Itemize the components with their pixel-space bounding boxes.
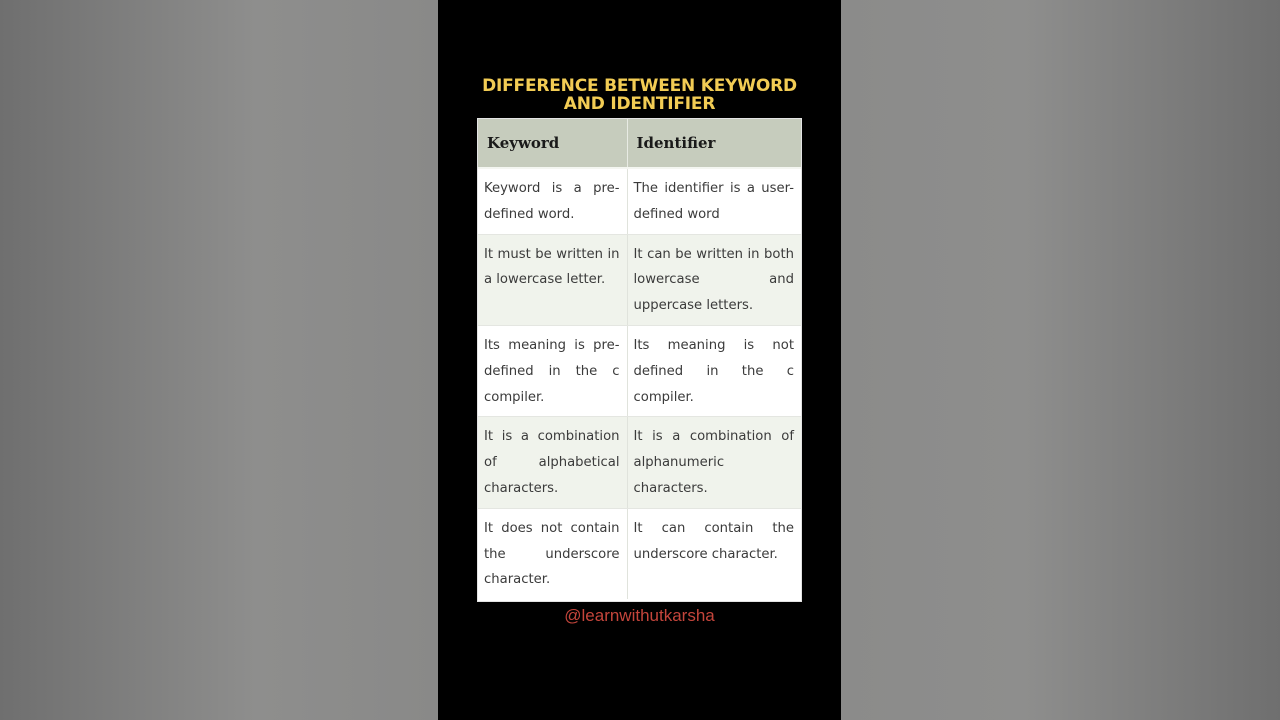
- keyword-cell: Keyword is a pre-defined word.: [478, 168, 627, 234]
- identifier-cell: Its meaning is not defined in the c compiler.: [627, 325, 801, 416]
- keyword-cell: It must be written in a lowercase letter.: [478, 234, 627, 325]
- table-row: [478, 417, 801, 508]
- table-row: [478, 508, 801, 599]
- keyword-cell: It is a combination of alphabetical characters.: [478, 417, 627, 508]
- content-panel: [438, 0, 841, 720]
- title-line-1: DIFFERENCE BETWEEN KEYWORD: [482, 76, 797, 96]
- page-title: [438, 77, 841, 113]
- identifier-cell: It can be written in both lowercase and uppercase letters.: [627, 234, 801, 325]
- identifier-cell: It can contain the underscore character.: [627, 508, 801, 599]
- identifier-cell: The identifier is a user-defined word: [627, 168, 801, 234]
- header-keyword: Keyword: [478, 119, 627, 168]
- keyword-cell: It does not contain the underscore character.: [478, 508, 627, 599]
- table-header-row: [478, 119, 801, 168]
- title-line-2: AND IDENTIFIER: [563, 94, 716, 114]
- header-identifier: Identifier: [627, 119, 801, 168]
- keyword-cell: Its meaning is pre-defined in the c compiler.: [478, 325, 627, 416]
- creator-handle: @learnwithutkarsha: [564, 606, 715, 625]
- table-row: [478, 168, 801, 234]
- identifier-cell: It is a combination of alphanumeric characters.: [627, 417, 801, 508]
- comparison-table: [477, 118, 802, 602]
- table-row: [478, 234, 801, 325]
- table-row: [478, 325, 801, 416]
